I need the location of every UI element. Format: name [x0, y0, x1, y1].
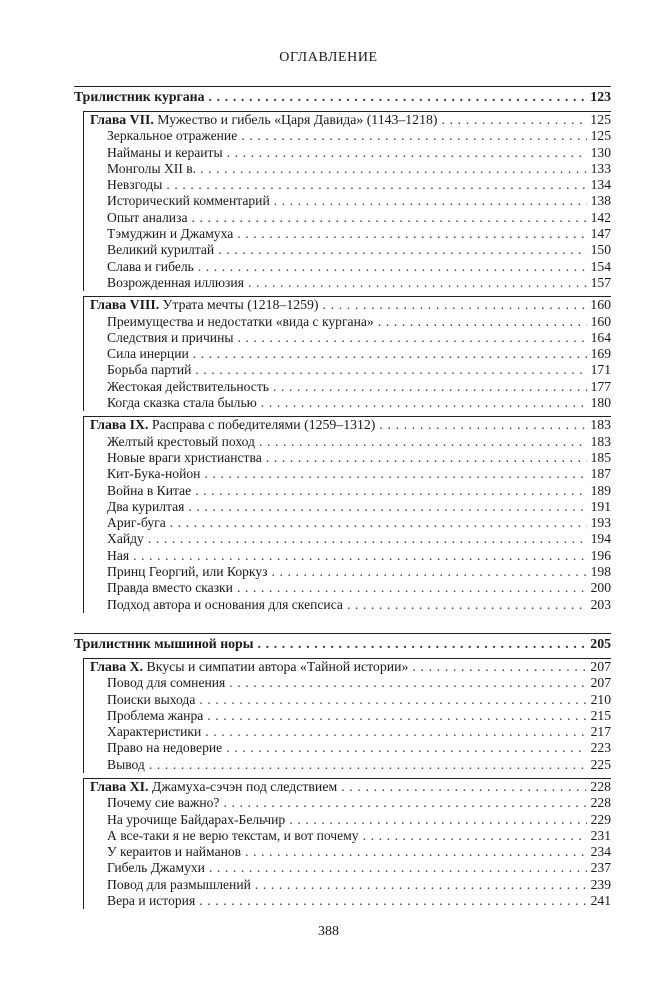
chapter-block	[83, 111, 611, 291]
section-row	[84, 499, 611, 515]
section-row	[84, 210, 611, 226]
dot-leader	[289, 812, 586, 828]
chapter-number: Глава XI.	[90, 778, 149, 794]
entry-page-number: 203	[590, 596, 611, 612]
entry-label	[107, 128, 237, 144]
dot-leader	[170, 515, 587, 531]
entry-page-number: 130	[590, 144, 611, 160]
section-title: Монголы XII в.	[107, 160, 197, 176]
dot-leader	[148, 531, 587, 547]
section-title: Жестокая действительность	[107, 378, 269, 394]
entry-label	[107, 724, 201, 740]
dot-leader	[195, 362, 586, 378]
section-row	[84, 844, 611, 860]
section-row	[84, 362, 611, 378]
entry-page-number: 134	[590, 177, 611, 193]
section-row	[84, 580, 611, 596]
chapter-number: Глава X.	[90, 658, 144, 674]
dot-leader	[237, 580, 587, 596]
entry-label	[90, 112, 437, 128]
toc-entry-chapter[interactable]	[90, 297, 611, 313]
toc-entry-section[interactable]	[107, 128, 611, 144]
entry-page-number: 196	[590, 547, 611, 563]
section-title: Невзгоды	[107, 177, 163, 193]
part-title: Трилистник мышиной норы	[74, 635, 254, 651]
dot-leader	[237, 330, 586, 346]
entry-page-number: 133	[590, 160, 611, 176]
chapter-heading	[84, 779, 611, 795]
section-title: Великий курилтай	[107, 242, 215, 258]
entry-page-number: 241	[590, 893, 611, 909]
toc-entry-section[interactable]	[107, 434, 611, 450]
section-title: Преимущества и недостатки «вида с кургана»	[107, 313, 374, 329]
chapter-title: Утрата мечты (1218–1259)	[162, 297, 319, 313]
dot-leader	[223, 795, 586, 811]
toc-entry-section[interactable]	[107, 314, 611, 330]
section-row	[84, 379, 611, 395]
dot-leader	[218, 242, 586, 258]
section-row	[84, 548, 611, 564]
section-title: Новые враги христианства	[107, 449, 262, 465]
toc-entry-chapter[interactable]	[90, 417, 611, 433]
entry-label	[74, 88, 205, 106]
dot-leader	[261, 395, 587, 411]
entry-label	[107, 259, 194, 275]
toc-entry-part[interactable]	[74, 87, 611, 106]
entry-label	[74, 635, 254, 653]
dot-leader	[245, 844, 587, 860]
section-row	[84, 692, 611, 708]
toc-entry-section[interactable]	[107, 330, 611, 346]
section-row	[84, 757, 611, 773]
dot-leader	[205, 724, 586, 740]
chapter-title: Расправа с победителями (1259–1312)	[151, 417, 376, 433]
entry-label	[107, 330, 233, 346]
section-title: У кераитов и найманов	[107, 844, 242, 860]
entry-label	[90, 417, 375, 433]
dot-leader	[258, 635, 587, 653]
entry-page-number: 191	[590, 498, 611, 514]
section-row	[84, 450, 611, 466]
toc-entry-section[interactable]	[107, 893, 611, 909]
toc-entry-section[interactable]	[107, 466, 611, 482]
entry-page-number: 142	[590, 209, 611, 225]
section-title: Слава и гибель	[107, 258, 194, 274]
dot-leader	[363, 828, 587, 844]
entry-label	[107, 434, 255, 450]
entry-label	[107, 193, 270, 209]
entry-label	[107, 893, 195, 909]
section-row	[84, 675, 611, 691]
chapter-heading	[84, 297, 611, 313]
dot-leader	[195, 483, 586, 499]
section-title: Ная	[107, 547, 130, 563]
toc-entry-section[interactable]	[107, 828, 611, 844]
toc-entry-section[interactable]	[107, 362, 611, 378]
dot-leader	[149, 757, 587, 773]
dot-leader	[227, 145, 587, 161]
dot-leader	[412, 659, 586, 675]
section-row	[84, 242, 611, 258]
section-row	[84, 314, 611, 330]
entry-page-number: 215	[590, 707, 611, 723]
dot-leader	[198, 259, 587, 275]
toc-entry-chapter[interactable]	[90, 779, 611, 795]
section-row	[84, 483, 611, 499]
entry-page-number: 210	[590, 691, 611, 707]
entry-page-number: 160	[590, 313, 611, 329]
entry-page-number: 223	[590, 740, 611, 756]
entry-label	[107, 877, 251, 893]
section-title: Проблема жанра	[107, 707, 204, 723]
dot-leader	[209, 860, 587, 876]
dot-leader	[259, 434, 587, 450]
entry-page-number: 138	[590, 193, 611, 209]
chapter-number: Глава VII.	[90, 112, 154, 127]
section-row	[84, 330, 611, 346]
section-row	[84, 812, 611, 828]
dot-leader	[441, 112, 586, 128]
section-row	[84, 597, 611, 613]
entry-page-number: 160	[590, 297, 611, 313]
chapter-title: Джамуха-сэчэн под следствием	[151, 778, 338, 794]
dot-leader	[188, 499, 586, 515]
entry-label	[107, 450, 262, 466]
section-title: Характеристики	[107, 724, 202, 740]
dot-leader	[199, 893, 586, 909]
entry-page-number: 189	[590, 482, 611, 498]
toc-entry-section[interactable]	[107, 692, 611, 708]
section-row	[84, 226, 611, 242]
toc-entry-section[interactable]	[107, 860, 611, 876]
section-row	[84, 860, 611, 876]
page-title: ОГЛАВЛЕНИЕ	[279, 50, 378, 65]
section-title: Когда сказка стала былью	[107, 395, 257, 411]
entry-label	[107, 757, 145, 773]
section-title: Сила инерции	[107, 346, 189, 362]
entry-page-number: 164	[590, 329, 611, 345]
entry-page-number: 183	[590, 417, 611, 433]
dot-leader	[241, 128, 586, 144]
toc-entry-section[interactable]	[107, 580, 611, 596]
dot-leader	[192, 210, 587, 226]
entry-label	[107, 531, 144, 547]
section-title: Подход автора и основания для скепсиса	[107, 596, 343, 612]
section-title: Ариг-буга	[107, 515, 166, 531]
entry-page-number: 193	[590, 515, 611, 531]
entry-label	[107, 161, 196, 177]
section-row	[84, 740, 611, 756]
toc-entry-section[interactable]	[107, 483, 611, 499]
entry-page-number: 177	[590, 378, 611, 394]
section-title: Кит-Бука-нойон	[107, 466, 201, 482]
entry-label	[107, 210, 188, 226]
entry-page-number: 185	[590, 449, 611, 465]
section-row	[84, 128, 611, 144]
dot-leader	[274, 193, 587, 209]
entry-label	[107, 177, 162, 193]
entry-page-number: 207	[590, 675, 611, 691]
chapter-heading	[84, 112, 611, 128]
entry-label	[107, 692, 195, 708]
entry-page-number: 147	[590, 226, 611, 242]
section-title: Гибель Джамухи	[107, 860, 205, 876]
entry-label	[107, 242, 214, 258]
entry-label	[107, 362, 191, 378]
entry-page-number: 198	[590, 564, 611, 580]
chapter-heading	[84, 417, 611, 433]
entry-label	[107, 740, 222, 756]
toc-entry-section[interactable]	[107, 395, 611, 411]
section-row	[84, 346, 611, 362]
section-title: Почему сие важно?	[107, 795, 220, 811]
toc-entry-section[interactable]	[107, 812, 611, 828]
entry-label	[90, 659, 408, 675]
entry-label	[107, 226, 233, 242]
section-row	[84, 466, 611, 482]
section-title: А все-таки я не верю текстам, и вот почему	[107, 827, 359, 843]
entry-page-number: 234	[590, 844, 611, 860]
section-title: Желтый крестовый поход	[107, 433, 255, 449]
entry-page-number: 125	[590, 112, 611, 127]
chapter-heading	[84, 659, 611, 675]
dot-leader	[323, 297, 587, 313]
entry-label	[107, 860, 205, 876]
section-row	[84, 724, 611, 740]
entry-label	[107, 395, 257, 411]
dot-leader	[379, 417, 586, 433]
section-title: Право на недоверие	[107, 740, 223, 756]
toc-entry-chapter[interactable]	[90, 112, 611, 128]
entry-label	[107, 548, 129, 564]
entry-page-number: 154	[590, 258, 611, 274]
section-title: Возрожденная иллюзия	[107, 274, 244, 290]
entry-page-number: 157	[590, 274, 611, 290]
toc-entry-section[interactable]	[107, 675, 611, 691]
entry-page-number: 228	[590, 795, 611, 811]
section-row	[84, 795, 611, 811]
dot-leader	[378, 314, 587, 330]
entry-page-number: 237	[590, 860, 611, 876]
dot-leader	[341, 779, 586, 795]
section-row	[84, 145, 611, 161]
section-row	[84, 395, 611, 411]
dot-leader	[193, 346, 587, 362]
dot-leader	[255, 877, 587, 893]
dot-leader	[248, 275, 587, 291]
dot-leader	[266, 450, 587, 466]
section-title: Тэмуджин и Джамуха	[107, 226, 234, 242]
toc-entry-section[interactable]	[107, 259, 611, 275]
entry-page-number: 123	[590, 89, 611, 104]
toc-entry-section[interactable]	[107, 379, 611, 395]
toc-entry-section[interactable]	[107, 145, 611, 161]
toc-entry-section[interactable]	[107, 548, 611, 564]
section-title: Повод для сомнения	[107, 675, 226, 691]
entry-label	[107, 708, 203, 724]
entry-page-number: 200	[590, 580, 611, 596]
toc-entry-section[interactable]	[107, 564, 611, 580]
toc-entry-section[interactable]	[107, 844, 611, 860]
section-title: Борьба партий	[107, 362, 192, 378]
section-title: На урочище Байдарах-Бельчир	[107, 811, 286, 827]
entry-page-number: 225	[590, 756, 611, 772]
chapter-block	[83, 778, 611, 909]
dot-leader	[133, 548, 587, 564]
toc-entry-part[interactable]	[74, 634, 611, 653]
section-row	[84, 161, 611, 177]
toc-entry-section[interactable]	[107, 177, 611, 193]
section-row	[84, 177, 611, 193]
entry-label	[90, 297, 319, 313]
toc-entry-section[interactable]	[107, 724, 611, 740]
dot-leader	[273, 379, 587, 395]
toc-entry-section[interactable]	[107, 242, 611, 258]
toc-entry-section[interactable]	[107, 757, 611, 773]
entry-page-number: 171	[590, 362, 611, 378]
toc-entry-section[interactable]	[107, 346, 611, 362]
toc-entry-section[interactable]	[107, 877, 611, 893]
entry-page-number: 125	[590, 128, 611, 144]
section-row	[84, 259, 611, 275]
entry-page-number: 239	[590, 876, 611, 892]
toc-entry-section[interactable]	[107, 210, 611, 226]
chapter-block	[83, 416, 611, 613]
table-of-contents	[74, 86, 611, 909]
toc-entry-section[interactable]	[107, 531, 611, 547]
section-row	[84, 708, 611, 724]
toc-entry-section[interactable]	[107, 161, 611, 177]
chapter-number: Глава IX.	[90, 417, 149, 433]
entry-label	[107, 314, 374, 330]
section-title: Опыт анализа	[107, 209, 188, 225]
section-row	[84, 434, 611, 450]
chapter-block	[83, 296, 611, 411]
entry-label	[107, 379, 269, 395]
entry-label	[107, 483, 191, 499]
part-heading	[74, 86, 611, 106]
entry-label	[107, 145, 223, 161]
entry-label	[107, 466, 200, 482]
section-title: Исторический комментарий	[107, 193, 270, 209]
entry-label	[107, 597, 343, 613]
section-title: Правда вместо сказки	[107, 580, 233, 596]
toc-entry-section[interactable]	[107, 193, 611, 209]
section-title: Два курилтая	[107, 498, 185, 514]
entry-label	[107, 564, 268, 580]
entry-page-number: 205	[590, 635, 611, 651]
dot-leader	[209, 88, 587, 106]
toc-entry-section[interactable]	[107, 499, 611, 515]
toc-entry-section[interactable]	[107, 450, 611, 466]
toc-entry-section[interactable]	[107, 795, 611, 811]
entry-page-number: 217	[590, 724, 611, 740]
section-title: Повод для размышлений	[107, 876, 251, 892]
part-heading	[74, 633, 611, 653]
toc-entry-chapter[interactable]	[90, 659, 611, 675]
entry-label	[107, 499, 184, 515]
section-title: Найманы и кераиты	[107, 144, 223, 160]
entry-page-number: 180	[590, 395, 611, 411]
chapter-number: Глава VIII.	[90, 297, 160, 313]
dot-leader	[347, 597, 587, 613]
dot-leader	[207, 708, 586, 724]
entry-page-number: 150	[590, 242, 611, 258]
toc-entry-section[interactable]	[107, 275, 611, 291]
section-title: Принц Георгий, или Коркуз	[107, 564, 268, 580]
dot-leader	[166, 177, 586, 193]
dot-leader	[200, 161, 587, 177]
entry-page-number: 231	[590, 827, 611, 843]
entry-page-number: 169	[590, 346, 611, 362]
section-title: Зеркальное отражение	[107, 128, 238, 144]
entry-label	[107, 844, 241, 860]
toc-entry-section[interactable]	[107, 740, 611, 756]
section-row	[84, 893, 611, 909]
entry-label	[107, 515, 166, 531]
section-row	[84, 275, 611, 291]
toc-entry-section[interactable]	[107, 515, 611, 531]
entry-page-number: 187	[590, 466, 611, 482]
section-row	[84, 828, 611, 844]
dot-leader	[199, 692, 586, 708]
part-title: Трилистник кургана	[74, 89, 205, 104]
entry-page-number: 228	[590, 778, 611, 794]
entry-label	[107, 828, 359, 844]
dot-leader	[272, 564, 587, 580]
entry-label	[107, 812, 285, 828]
section-title: Поиски выхода	[107, 691, 196, 707]
entry-page-number: 194	[590, 531, 611, 547]
entry-page-number: 207	[590, 658, 611, 674]
section-title: Вера и история	[107, 893, 196, 909]
dot-leader	[237, 226, 586, 242]
chapter-block	[83, 658, 611, 773]
section-title: Следствия и причины	[107, 329, 234, 345]
section-row	[84, 564, 611, 580]
part-block	[74, 86, 611, 613]
section-title: Хайду	[107, 531, 144, 547]
dot-leader	[204, 466, 586, 482]
entry-page-number: 229	[590, 811, 611, 827]
dot-leader	[226, 740, 586, 756]
chapter-title: Мужество и гибель «Царя Давида» (1143–1218)	[157, 112, 438, 127]
entry-label	[107, 580, 233, 596]
dot-leader	[229, 675, 586, 691]
chapter-title: Вкусы и симпатии автора «Тайной истории»	[146, 658, 409, 674]
toc-entry-section[interactable]	[107, 708, 611, 724]
entry-label	[107, 346, 189, 362]
section-row	[84, 531, 611, 547]
entry-label	[90, 779, 337, 795]
part-block	[74, 633, 611, 909]
toc-entry-section[interactable]	[107, 226, 611, 242]
section-row	[84, 193, 611, 209]
entry-label	[107, 275, 244, 291]
entry-label	[107, 795, 219, 811]
section-title: Война в Китае	[107, 482, 192, 498]
page-number: 388	[318, 924, 339, 939]
section-title: Вывод	[107, 756, 145, 772]
entry-label	[107, 675, 225, 691]
section-row	[84, 515, 611, 531]
section-row	[84, 877, 611, 893]
toc-entry-section[interactable]	[107, 597, 611, 613]
entry-page-number: 183	[590, 433, 611, 449]
